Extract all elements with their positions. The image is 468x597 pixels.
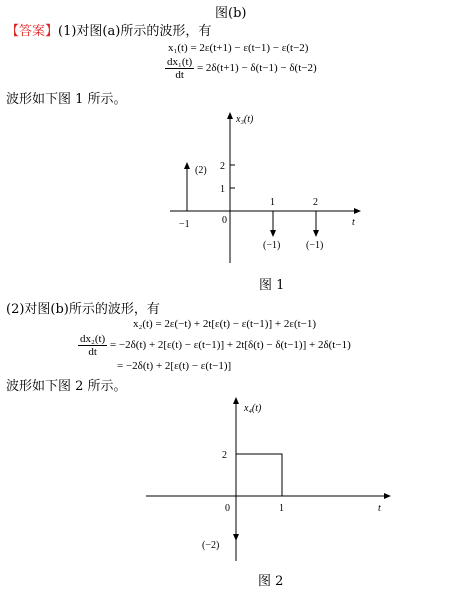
part1-equation-x1: x₁(t) = 2ε(t+1) − ε(t−1) − ε(t−2) xyxy=(168,42,309,54)
figure1-y-tick-label: 2 xyxy=(220,161,225,172)
figure1-x-tick-label: −1 xyxy=(179,219,190,230)
part1-intro-line xyxy=(6,20,211,39)
figure1-impulse-label: (−1) xyxy=(263,240,281,251)
part2-derivative-rhs: = −2δ(t) + 2[ε(t) − ε(t−1)] + 2t[δ(t) − δ(t−1)] + 2δ(t−1) xyxy=(109,339,351,352)
part2-equation-derivative xyxy=(78,333,351,358)
figure-b-caption: 图(b) xyxy=(215,6,247,21)
part1-derivative-denominator: dt xyxy=(175,69,184,81)
figure1-caption: 图 1 xyxy=(259,278,285,293)
part2-intro: (2)对图(b)所示的波形，有 xyxy=(6,302,160,317)
figure2-pulse xyxy=(236,454,282,496)
figure2-impulse-label: (−2) xyxy=(202,540,220,551)
figure2-t-label: t xyxy=(378,503,381,514)
figure1-y-label: x₃(t) xyxy=(236,114,254,125)
figure1-origin: 0 xyxy=(222,215,227,226)
figure1-plot xyxy=(160,108,365,270)
part1-equation-derivative xyxy=(165,56,317,81)
part1-derivative-numerator: dx₁(t) xyxy=(167,56,193,68)
figure2-origin: 0 xyxy=(225,503,230,514)
figure2-y-tick-label: 2 xyxy=(222,450,227,461)
figure1-y-tick-label: 1 xyxy=(220,184,225,195)
part1-derivative-rhs: = 2δ(t+1) − δ(t−1) − δ(t−2) xyxy=(196,62,317,75)
figure1-x-tick-label: 1 xyxy=(270,197,275,208)
part2-waveform-text: 波形如下图 2 所示。 xyxy=(6,379,127,394)
part2-equation-simplified: = −2δ(t) + 2[ε(t) − ε(t−1)] xyxy=(117,360,232,372)
figure2-caption: 图 2 xyxy=(258,574,284,589)
figure1-t-label: t xyxy=(352,217,355,228)
part2-equation-x2: x₂(t) = 2ε(−t) + 2t[ε(t) − ε(t−1)] + 2ε(t−1) xyxy=(133,318,317,330)
figure1-impulse-label: (−1) xyxy=(306,240,324,251)
figure1-x-tick-label: 2 xyxy=(313,197,318,208)
figure2-y-label: x₄(t) xyxy=(244,403,262,414)
part2-derivative-numerator: dx₂(t) xyxy=(80,333,106,345)
figure2-x-tick-label: 1 xyxy=(279,503,284,514)
figure2-plot xyxy=(140,393,396,565)
part1-intro: (1)对图(a)所示的波形，有 xyxy=(58,24,212,39)
answer-tag: 【答案】 xyxy=(6,24,59,39)
part1-waveform-text: 波形如下图 1 所示。 xyxy=(6,92,127,107)
part2-derivative-denominator: dt xyxy=(88,346,97,358)
figure1-impulse-label: (2) xyxy=(195,165,207,176)
